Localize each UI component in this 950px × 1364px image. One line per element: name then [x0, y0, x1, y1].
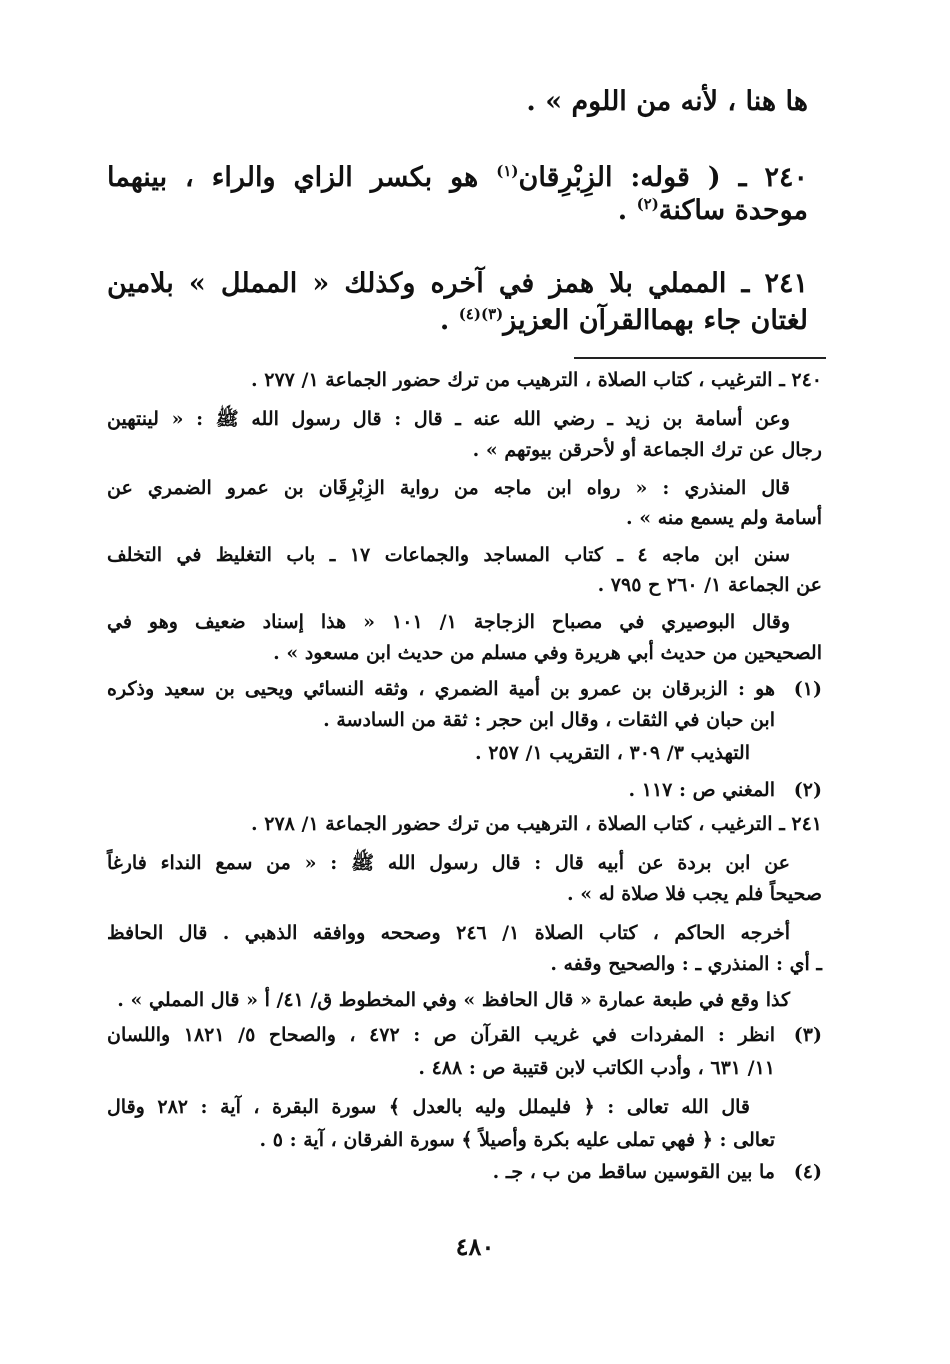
footnote-marker: (٤)	[458, 305, 481, 323]
entry-241-text: .	[439, 305, 459, 336]
footnote-line: التهذيب ٣/ ٣٠٩ ، التقريب ١/ ٢٥٧ .	[475, 742, 750, 764]
footnote-line: أخرجه الحاكم ، كتاب الصلاة ١/ ٢٤٦ وصححه ووافقه الذهبي . قال الحافظ	[107, 922, 790, 944]
footnote-line: وعن أسامة بن زيد ـ رضي الله عنه ـ قال : قال رسول الله ﷺ : « لينتهين	[107, 408, 790, 430]
footnote-line: ابن حبان في الثقات ، وقال ابن حجر : ثقة من السادسة .	[323, 709, 775, 731]
entry-241-line2	[440, 297, 808, 345]
footnote-line: كذا وقع في طبعة عمارة « قال الحافظ » وفي المخطوط ق/ ٤١/ أ « قال المملي » .	[117, 989, 790, 1011]
footnote-marker: (٢)	[636, 195, 659, 213]
footnote-line: انظر : المفردات في غريب القرآن ص : ٤٧٢ ، والصحاح ٥/ ١٨٢١ واللسان	[107, 1024, 776, 1046]
footnote-marker: (٣)	[480, 305, 504, 323]
main-text-line: ها هنا ، لأنه من اللوم » .	[526, 86, 808, 117]
entry-241-text: لغتان جاء بهماالقرآن العزيز	[503, 305, 808, 336]
footnote-number: (٤)	[793, 1161, 822, 1183]
footnote-line: أسامة ولم يسمع منه » .	[626, 507, 822, 529]
footnote-line: ١١/ ٦٣١ ، وأدب الكاتب لابن قتيبة ص : ٤٨٨ .	[418, 1057, 775, 1079]
footnote-number: (٢)	[793, 779, 822, 801]
footnote-line: ما بين القوسين ساقط من ب ، جـ .	[492, 1161, 775, 1183]
entry-240-text: موحدة ساكنة	[658, 195, 808, 226]
footnote-number: (٣)	[793, 1024, 822, 1046]
footnote-line: قال المنذري : « رواه ابن ماجه من رواية الزِبْرِقَان بن عمرو الضمري عن	[107, 477, 790, 499]
footnote-line: ٢٤٠ ـ الترغيب ، كتاب الصلاة ، الترهيب من ترك حضور الجماعة ١/ ٢٧٧ .	[251, 369, 822, 391]
entry-240-text: ٢٤٠ ـ ( قوله: الزِبْرِقان	[518, 162, 808, 193]
footnote-number: (١)	[793, 678, 822, 700]
entry-240-text: .	[617, 195, 637, 226]
footnote-line: عن ابن بردة عن أبيه قال : قال رسول الله ﷺ : « من سمع النداء فارغاً	[107, 852, 790, 874]
footnote-line: رجال عن ترك الجماعة أو لأحرقن بيوتهم » .	[472, 439, 822, 461]
footnote-line: عن الجماعة ١/ ٢٦٠ ح ٧٩٥ .	[597, 574, 822, 596]
footnote-line: تعالى : ﴿ فهي تملى عليه بكرة وأصيلاً ﴾ سورة الفرقان ، آية : ٥ .	[259, 1129, 775, 1151]
page-number: ٤٨٠	[455, 1232, 495, 1261]
footnote-line: المغني ص : ١١٧ .	[628, 779, 775, 801]
entry-240-line2	[618, 187, 808, 235]
footnote-line: الصحيحين من حديث أبي هريرة وفي مسلم من حديث ابن مسعود » .	[273, 642, 822, 664]
footnote-line: هو : الزبرقان بن عمرو بن أمية الضمري ، وثقه النسائي ويحيى بن سعيد وذكره	[107, 678, 775, 700]
entry-240-text: هو بكسر الزاي والراء ، بينهما	[107, 162, 497, 193]
footnote-separator	[574, 357, 826, 359]
footnote-line: صحيحاً فلم يجب فلا صلاة له » .	[566, 883, 822, 905]
footnote-line: سنن ابن ماجه ٤ ـ كتاب المساجد والجماعات ١٧ ـ باب التغليظ في التخلف	[107, 544, 791, 566]
footnote-marker: (١)	[496, 162, 519, 180]
footnote-line: ـ أي : المنذري ـ : والصحيح وقفه .	[550, 953, 822, 975]
entry-241-line1: ٢٤١ ـ المملي بلا همز في آخره وكذلك « المملل » بلامين	[107, 268, 808, 299]
footnote-line: ٢٤١ ـ الترغيب ، كتاب الصلاة ، الترهيب من ترك حضور الجماعة ١/ ٢٧٨ .	[251, 813, 822, 835]
footnote-line: وقال البوصيري في مصباح الزجاجة ١/ ١٠١ « هذا إسناد ضعيف وهو في	[107, 611, 790, 633]
footnote-line: قال الله تعالى : ﴿ فليملل وليه بالعدل ﴾ سورة البقرة ، آية : ٢٨٢ وقال	[107, 1096, 750, 1118]
